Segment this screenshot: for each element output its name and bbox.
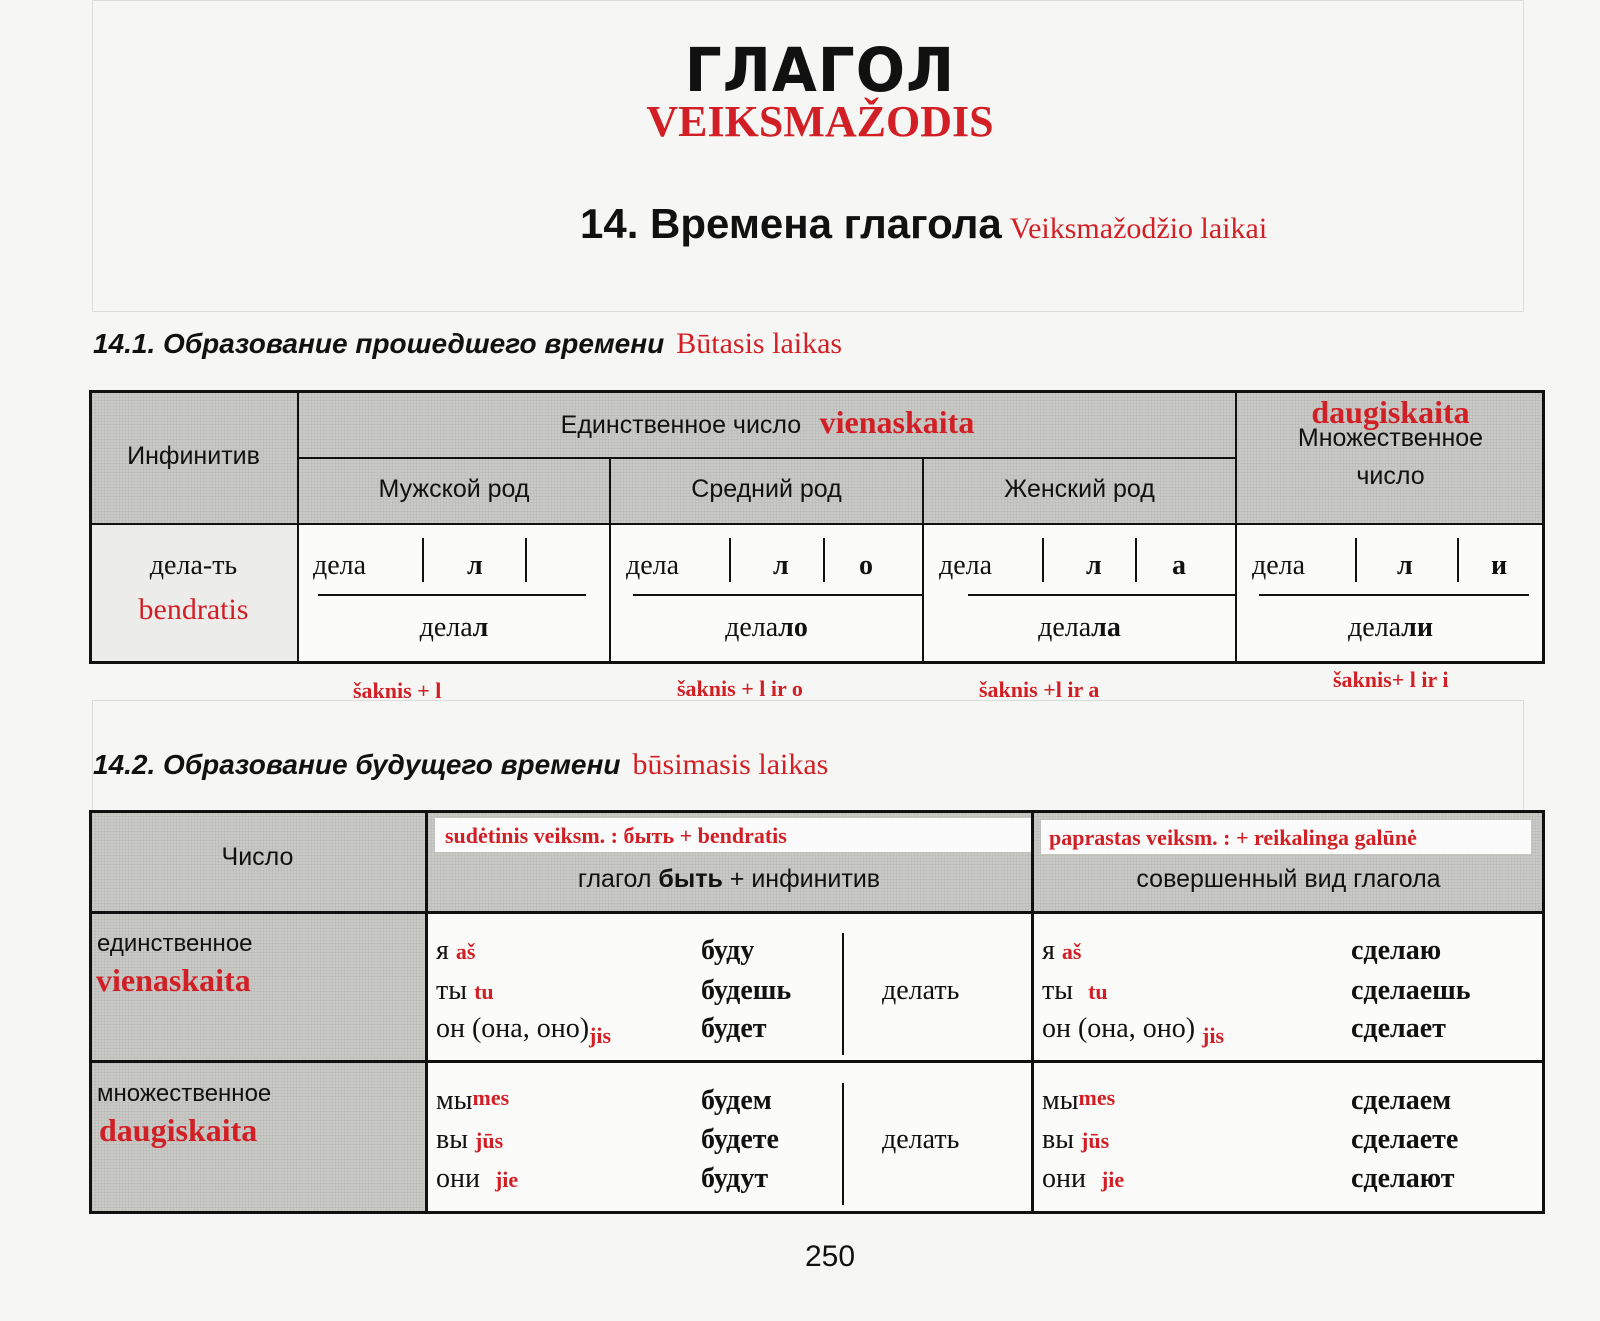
infinitive-singular: делать [882, 975, 960, 1006]
header-singular [298, 404, 1237, 441]
aux-5: будете [701, 1124, 779, 1155]
past-heading-lt: Būtasis laikas [676, 327, 843, 360]
page-number: 250 [804, 1240, 856, 1273]
header-simple: совершенный вид глагола [1136, 865, 1441, 893]
neut-stem: дела [626, 550, 680, 581]
pronoun-lt: mes [1078, 1085, 1116, 1110]
perfective-4: сделаем [1351, 1085, 1452, 1116]
pronoun-ru: я [1042, 935, 1055, 966]
masc-result [298, 612, 610, 644]
row-label-plural: множественное [97, 1080, 272, 1107]
perfective-1: сделаю [1351, 935, 1442, 966]
pf-pronoun-my [1042, 1085, 1115, 1117]
row-label-singular-lt: vienaskaita [96, 962, 251, 998]
masc-suffix: л [467, 550, 483, 581]
masc-result-ending: л [472, 612, 489, 643]
section-heading-ru: 14. Времена глагола [580, 200, 1002, 247]
pronoun-ya [436, 935, 475, 967]
pronoun-my [436, 1085, 509, 1117]
compound-bold: быть [658, 865, 723, 893]
plural-ending: и [1491, 550, 1508, 581]
header-neuter: Средний род [691, 475, 842, 503]
fem-result [923, 612, 1236, 644]
pronoun-ru: он (она, оно) [436, 1013, 590, 1044]
pronoun-ru: мы [1042, 1085, 1079, 1116]
header-compound [426, 865, 1032, 894]
fem-ending: а [1172, 550, 1186, 581]
plural-result [1236, 612, 1545, 644]
pronoun-lt: mes [472, 1085, 510, 1110]
fem-stem: дела [939, 550, 993, 581]
header-number: Число [221, 843, 294, 871]
pronoun-ru: они [1042, 1163, 1086, 1194]
past-tense-table [89, 390, 1545, 664]
section-heading-lt: Veiksmažodžio laikai [1009, 212, 1268, 245]
pf-pronoun-ty [1042, 975, 1108, 1007]
aux-1: буду [701, 935, 755, 966]
pronoun-ru: мы [436, 1085, 473, 1116]
row-label-singular: единственное [97, 930, 253, 957]
infinitive-word: дела-ть [149, 550, 238, 581]
neut-suffix: л [773, 550, 789, 581]
page-title: ГЛАГОЛ [684, 34, 956, 106]
perfective-3: сделает [1351, 1013, 1446, 1044]
future-heading-ru: 14.2. Образование будущего времени [93, 749, 621, 780]
section-heading [580, 200, 1267, 248]
past-note-masc: šaknis + l [353, 678, 442, 703]
header-plural-lt: daugiskaita [1311, 394, 1470, 430]
infinitive-lt: bendratis [138, 593, 249, 626]
compound-note: sudėtinis veiksm. : быть + bendratis [445, 823, 787, 848]
aux-3: будет [701, 1013, 767, 1044]
past-note-neut: šaknis + l ir o [677, 676, 803, 701]
header-plural-line2: число [1356, 462, 1425, 490]
aux-2: будешь [701, 975, 792, 1006]
pronoun-lt: tu [474, 979, 494, 1004]
future-tense-table [89, 810, 1545, 1214]
header-plural-line1: Множественное [1297, 424, 1484, 452]
pronoun-lt: jis [589, 1023, 612, 1048]
row-label-plural-lt: daugiskaita [99, 1112, 258, 1148]
neut-result-ending: ло [778, 612, 808, 643]
past-heading-ru: 14.1. Образование прошедшего времени [93, 328, 665, 359]
page-title-translation: VEIKSMAŽODIS [646, 97, 994, 146]
header-masculine: Мужской род [378, 475, 530, 503]
fem-result-stem: дела [1038, 612, 1092, 643]
pronoun-ru: вы [436, 1124, 469, 1155]
plural-result-ending: ли [1401, 612, 1433, 643]
compound-post: + инфинитив [722, 865, 881, 893]
future-tense-heading [93, 748, 828, 782]
masc-stem: дела [313, 550, 367, 581]
pronoun-ru: я [436, 935, 449, 966]
fem-result-ending: ла [1091, 612, 1121, 643]
neut-result-stem: дела [725, 612, 779, 643]
pronoun-ru: вы [1042, 1124, 1075, 1155]
pronoun-ty [436, 975, 494, 1007]
perfective-6: сделают [1351, 1163, 1455, 1194]
perfective-2: сделаешь [1351, 975, 1471, 1006]
masc-result-stem: дела [419, 612, 473, 643]
pronoun-lt: aš [1061, 939, 1082, 964]
pronoun-lt: jie [494, 1167, 519, 1192]
past-tense-heading [93, 327, 842, 361]
plural-stem: дела [1252, 550, 1306, 581]
pf-pronoun-ya [1042, 935, 1081, 967]
pronoun-on [436, 1013, 612, 1048]
pronoun-lt: jūs [475, 1128, 504, 1153]
compound-pre: глагол [577, 865, 659, 893]
number-column-shade [89, 913, 426, 1214]
pronoun-ru: они [436, 1163, 480, 1194]
header-singular-lt: vienaskaita [819, 404, 975, 440]
aux-6: будут [701, 1163, 769, 1194]
simple-note: paprastas veiksm. : + reikalinga galūnė [1049, 825, 1417, 850]
neut-result [610, 612, 923, 644]
pronoun-lt: jūs [1081, 1128, 1110, 1153]
neut-ending: о [859, 550, 873, 581]
pronoun-oni [436, 1163, 518, 1195]
past-note-plural: šaknis+ l ir i [1333, 667, 1449, 692]
pronoun-lt: tu [1088, 979, 1108, 1004]
pronoun-lt: jie [1100, 1167, 1125, 1192]
past-note-fem: šaknis +l ir a [979, 677, 1100, 702]
pronoun-lt: aš [455, 939, 476, 964]
plural-suffix: л [1397, 550, 1413, 581]
pronoun-ru: ты [436, 975, 468, 1006]
header-singular-ru: Единственное число [560, 411, 802, 439]
aux-4: будем [701, 1085, 772, 1116]
infinitive-plural: делать [882, 1124, 960, 1155]
header-feminine: Женский род [1004, 475, 1155, 503]
pf-pronoun-oni [1042, 1163, 1124, 1195]
pronoun-ru: он (она, оно) [1042, 1013, 1196, 1044]
future-heading-lt: būsimasis laikas [632, 748, 829, 781]
pronoun-vy [436, 1124, 503, 1156]
plural-result-stem: дела [1348, 612, 1402, 643]
perfective-5: сделаете [1351, 1124, 1459, 1155]
pronoun-lt: jis [1202, 1023, 1225, 1048]
header-infinitive: Инфинитив [127, 442, 260, 470]
fem-suffix: л [1086, 550, 1102, 581]
pf-pronoun-vy [1042, 1124, 1109, 1156]
pronoun-ru: ты [1042, 975, 1074, 1006]
pf-pronoun-on [1042, 1013, 1225, 1048]
